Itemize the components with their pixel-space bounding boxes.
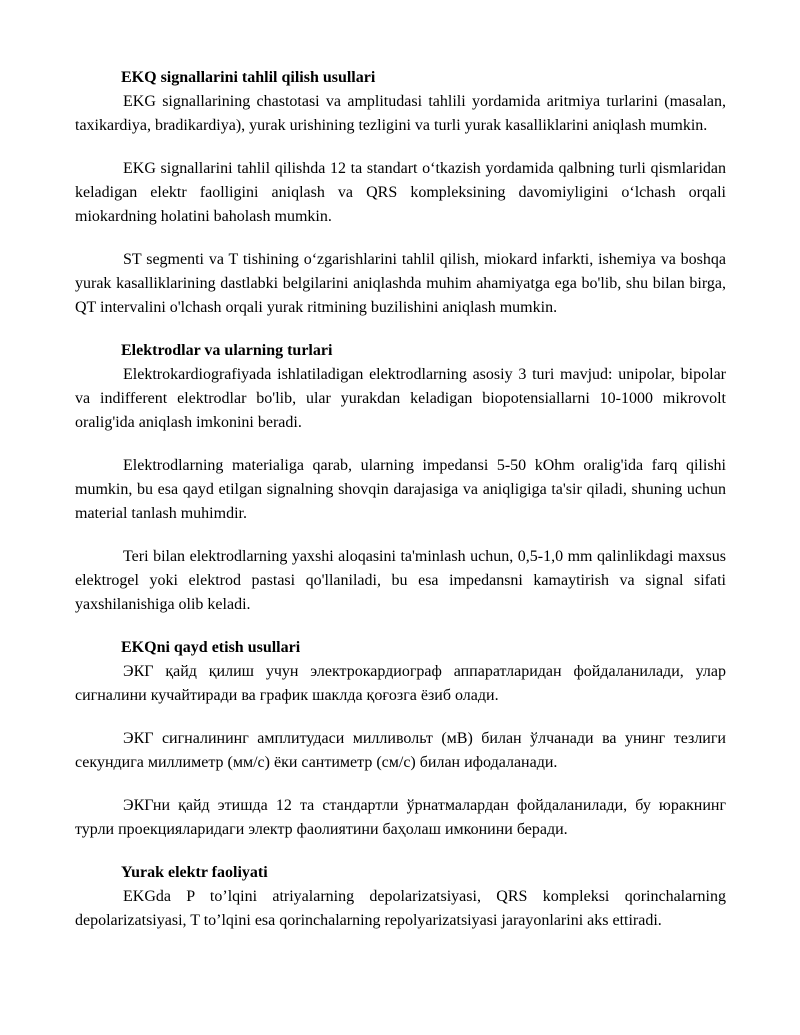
paragraph: EKGda P to’lqini atriyalarning depolarizatsiyasi, QRS kompleksi qorinchalarning depolarizatsiyasi, T to’lqini esa qorinchalarning repolyarizatsiyasi jarayonlarini aks ettiradi. bbox=[75, 888, 726, 929]
section-ekg-recording bbox=[75, 636, 726, 842]
paragraph: EKG signallarining chastotasi va amplitudasi tahlili yordamida aritmiya turlarini (masalan, taxikardiya, bradikardiya), yurak urishining tezligini va turli yurak kasalliklarini aniqlash mumkin. bbox=[75, 93, 726, 134]
document-page bbox=[75, 66, 726, 952]
section-title: Elektrodlar va ularning turlari bbox=[121, 342, 333, 359]
paragraph: Elektrodlarning materialiga qarab, ularning impedansi 5-50 kOhm oralig'ida farq qilishi mumkin, bu esa qayd etilgan signalning shovqin darajasiga va aniqligiga ta'sir qiladi, shuning uchun material tanlash muhimdir. bbox=[75, 457, 726, 522]
section-title: Yurak elektr faoliyati bbox=[121, 864, 268, 881]
paragraph: ЭКГ сигналининг амплитудаси милливольт (мВ) билан ўлчанади ва унинг тезлиги секундига миллиметр (мм/с) ёки сантиметр (см/с) билан ифодаланади. bbox=[75, 730, 726, 771]
paragraph: ЭКГ қайд қилиш учун электрокардиограф аппаратларидан фойдаланилади, улар сигналини кучайтиради ва график шаклда қоғозга ёзиб олади. bbox=[75, 663, 726, 704]
section-title: EKQ signallarini tahlil qilish usullari bbox=[121, 69, 376, 86]
paragraph: EKG signallarini tahlil qilishda 12 ta standart o‘tkazish yordamida qalbning turli qismlaridan keladigan elektr faolligini aniqlash va QRS kompleksining davomiyligini o‘lchash orqali miokardning holatini baholash mumkin. bbox=[75, 160, 726, 225]
section-ekg-analysis bbox=[75, 66, 726, 320]
section-title: EKQni qayd etish usullari bbox=[121, 639, 301, 656]
section-electrodes bbox=[75, 339, 726, 617]
paragraph: Teri bilan elektrodlarning yaxshi aloqasini ta'minlash uchun, 0,5-1,0 mm qalinlikdagi maxsus elektrogel yoki elektrod pastasi qo'llaniladi, bu esa impedansni kamaytirish va signal sifati yaxshilanishiga olib keladi. bbox=[75, 548, 726, 613]
section-heart-electrical-activity bbox=[75, 861, 726, 933]
paragraph: Elektrokardiografiyada ishlatiladigan elektrodlarning asosiy 3 turi mavjud: unipolar, bipolar va indifferent elektrodlar bo'lib, ular yurakdan keladigan biopotensiallarni 10-1000 mikrovolt oralig'ida aniqlash imkonini beradi. bbox=[75, 366, 726, 431]
paragraph: ST segmenti va T tishining o‘zgarishlarini tahlil qilish, miokard infarkti, ishemiya va boshqa yurak kasalliklarining dastlabki belgilarini aniqlashda muhim ahamiyatga ega bo'lib, shu bilan birga, QT intervalini o'lchash orqali yurak ritmining buzilishini aniqlash mumkin. bbox=[75, 251, 726, 316]
paragraph: ЭКГни қайд этишда 12 та стандартли ўрнатмалардан фойдаланилади, бу юракнинг турли проекцияларидаги электр фаолиятини баҳолаш имконини беради. bbox=[75, 797, 726, 838]
